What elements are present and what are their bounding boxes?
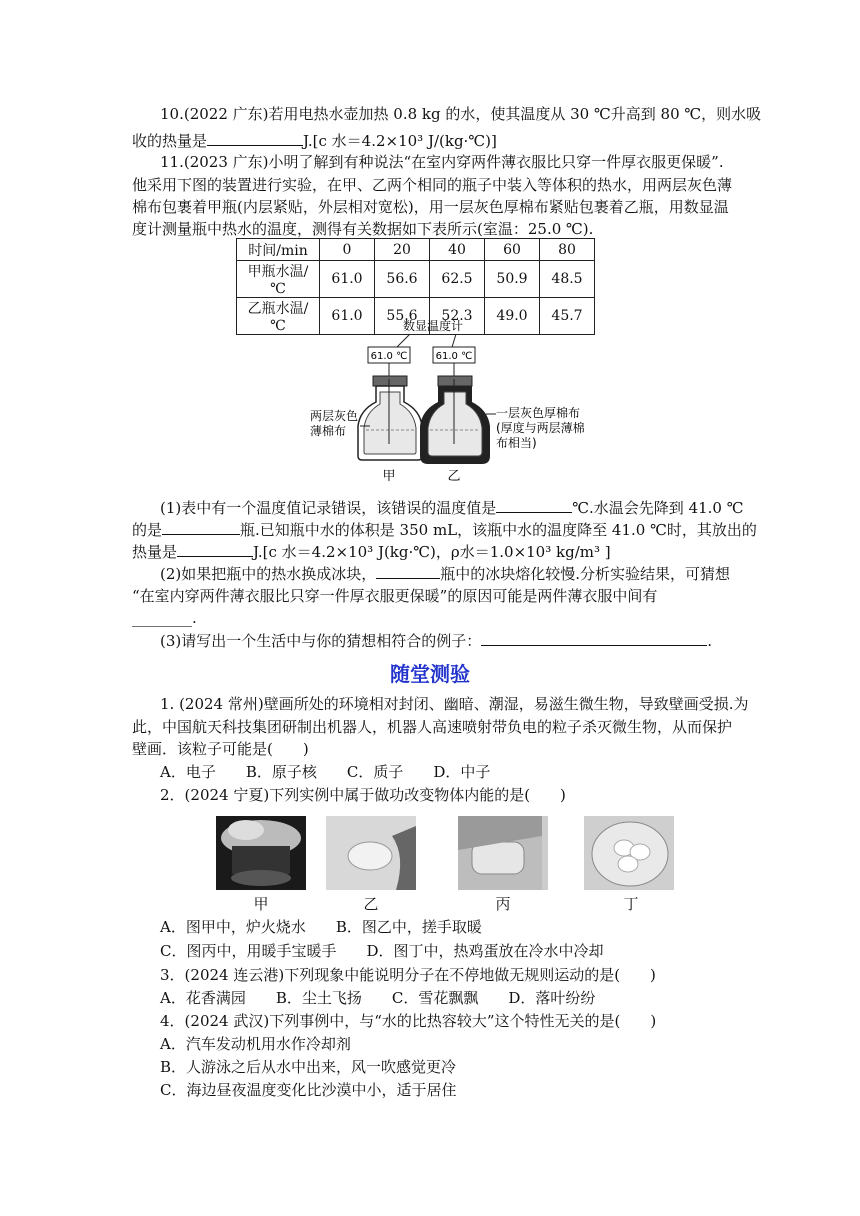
table-cell: 61.0 <box>320 261 375 298</box>
table-cell: 56.6 <box>375 261 430 298</box>
right-display-value: 61.0 ℃ <box>435 351 473 362</box>
t2-caption-ding: 丁 <box>623 895 639 913</box>
table-header-cell: 60 <box>485 239 540 261</box>
q11-line3: 棉布包裹着甲瓶(内层紧贴，外层相对宽松)，用一层灰色厚棉布紧贴包裹着乙瓶，用数显温 <box>132 198 729 216</box>
q11-part1-text-a: (1)表中有一个温度值记录错误，该错误的温度值是 <box>160 499 497 517</box>
photo-eggs-in-water <box>584 816 674 890</box>
q11-part2-text-b: 瓶中的冰块熔化较慢.分析实验结果，可猜想 <box>440 565 731 583</box>
table-header-cell: 时间/min <box>237 239 320 261</box>
q11-part2-line1 <box>160 563 730 584</box>
q11-line1: 11.(2023 广东)小明了解到有种说法“在室内穿两件薄衣服比只穿一件厚衣服更保暖”. <box>160 153 724 171</box>
q11-part3-line1 <box>160 630 712 651</box>
q11-part1-blank2[interactable] <box>162 519 240 535</box>
q11-part1-text-b: ℃.水温会先降到 41.0 ℃ <box>572 499 744 517</box>
q11-part1-line3 <box>132 541 611 562</box>
q10-text-a: 收的热量是 <box>132 132 208 150</box>
q11-part1-line2 <box>132 519 757 540</box>
q11-part3-end: . <box>707 632 713 650</box>
q11-part2-blank1[interactable] <box>376 563 440 579</box>
caption-jia: 甲 <box>382 469 396 484</box>
photo-rubbing-hands <box>326 816 416 890</box>
q11-line4: 度计测量瓶中热水的温度，测得有关数据如下表所示(室温：25.0 ℃). <box>132 220 594 238</box>
table-cell: 50.9 <box>485 261 540 298</box>
q11-part2-line3: ________. <box>132 609 197 627</box>
thermometer-label: 数显温度计 <box>402 319 464 333</box>
t4-option-c: C．海边昼夜温度变化比沙漠中小，适于居住 <box>160 1081 457 1099</box>
table-header-cell: 80 <box>540 239 595 261</box>
q10-line1: 10.(2022 广东)若用电热水壶加热 0.8 kg 的水，使其温度从 30 ℃升高到 80 ℃，则水吸 <box>160 105 762 123</box>
table-header-cell: 20 <box>375 239 430 261</box>
table-cell: 乙瓶水温/℃ <box>237 298 320 335</box>
q10-line2 <box>132 130 497 151</box>
t4-line1: 4．(2024 武汉)下列事例中，与“水的比热容较大”这个特性无关的是( ) <box>160 1012 657 1030</box>
table-cell: 62.5 <box>430 261 485 298</box>
table-header-cell: 40 <box>430 239 485 261</box>
left-cloth-label-2: 薄棉布 <box>310 424 347 438</box>
q11-part1-text-f: J.[c 水＝4.2×10³ J(kg·℃)，ρ水＝1.0×10³ kg/m³ ] <box>253 543 611 561</box>
t1-line3: 壁画．该粒子可能是( ) <box>132 740 309 758</box>
photo-hand-warmer <box>458 816 548 890</box>
table-cell: 45.7 <box>540 298 595 335</box>
t4-option-b: B．人游泳之后从水中出来，风一吹感觉更冷 <box>160 1058 457 1076</box>
bottle-jia <box>358 376 422 460</box>
right-cloth-label-2: (厚度与两层薄棉 <box>496 421 585 435</box>
bottle-yi <box>420 376 490 464</box>
left-cloth-label-1: 两层灰色 <box>310 409 359 423</box>
q11-part1-text-e: 热量是 <box>132 543 178 561</box>
q11-part2-text-a: (2)如果把瓶中的热水换成冰块， <box>160 565 377 583</box>
t1-line2: 此，中国航天科技集团研制出机器人，机器人高速喷射带负电的粒子杀灭微生物，从而保护 <box>132 718 733 736</box>
table-cell: 52.3 <box>430 298 485 335</box>
t2-caption-yi: 乙 <box>363 895 379 913</box>
bottle-experiment-figure <box>300 314 600 486</box>
q11-part1-text-d: 瓶.已知瓶中水的体积是 350 mL，该瓶中水的温度降至 41.0 ℃时，其放出的 <box>240 521 757 539</box>
t2-options-cd: C．图丙中，用暖手宝暖手 D．图丁中，热鸡蛋放在冷水中冷却 <box>160 942 604 960</box>
q11-part1-line1 <box>160 497 744 518</box>
q11-part1-blank3[interactable] <box>177 541 253 557</box>
q11-part1-text-c: 的是 <box>132 521 163 539</box>
section-title: 随堂测验 <box>390 662 470 686</box>
table-cell: 49.0 <box>485 298 540 335</box>
q10-answer-blank[interactable] <box>207 130 303 146</box>
q10-text-b: J.[c 水＝4.2×10³ J/(kg·℃)] <box>303 132 497 150</box>
right-cloth-label-1: 一层灰色厚棉布 <box>496 406 581 420</box>
q11-part3-blank[interactable] <box>481 630 707 646</box>
left-display-value: 61.0 ℃ <box>370 351 408 362</box>
t1-options: A．电子 B．原子核 C．质子 D．中子 <box>160 763 491 781</box>
table-cell: 甲瓶水温/℃ <box>237 261 320 298</box>
t1-line1: 1. (2024 常州)壁画所处的环境相对封闭、幽暗、潮湿，易滋生微生物，导致壁画受损.为 <box>160 695 749 713</box>
t3-line1: 3．(2024 连云港)下列现象中能说明分子在不停地做无规则运动的是( ) <box>160 966 656 984</box>
t3-options: A．花香满园 B．尘土飞扬 C．雪花飘飘 D．落叶纷纷 <box>160 989 596 1007</box>
table-header-row <box>237 239 595 261</box>
t2-caption-jia: 甲 <box>253 895 269 913</box>
table-row <box>237 261 595 298</box>
q11-part1-blank1[interactable] <box>496 497 572 513</box>
q11-part2-line2: “在室内穿两件薄衣服比只穿一件厚衣服更保暖”的原因可能是两件薄衣服中间有 <box>132 587 658 605</box>
caption-yi: 乙 <box>447 469 461 484</box>
q11-line2: 他采用下图的装置进行实验，在甲、乙两个相同的瓶子中装入等体积的热水，用两层灰色薄 <box>132 176 733 194</box>
t2-line1: 2．(2024 宁夏)下列实例中属于做功改变物体内能的是( ) <box>160 786 566 804</box>
t4-option-a: A．汽车发动机用水作冷却剂 <box>160 1035 351 1053</box>
table-cell: 61.0 <box>320 298 375 335</box>
right-cloth-label-3: 布相当) <box>496 436 537 450</box>
q11-part3-text: (3)请写出一个生活中与你的猜想相符合的例子： <box>160 632 482 650</box>
table-cell: 55.6 <box>375 298 430 335</box>
t2-options-ab: A．图甲中，炉火烧水 B．图乙中，搓手取暖 <box>160 918 482 936</box>
t2-caption-bing: 丙 <box>495 895 511 913</box>
table-header-cell: 0 <box>320 239 375 261</box>
photo-boiling-pot <box>216 816 306 890</box>
table-cell: 48.5 <box>540 261 595 298</box>
